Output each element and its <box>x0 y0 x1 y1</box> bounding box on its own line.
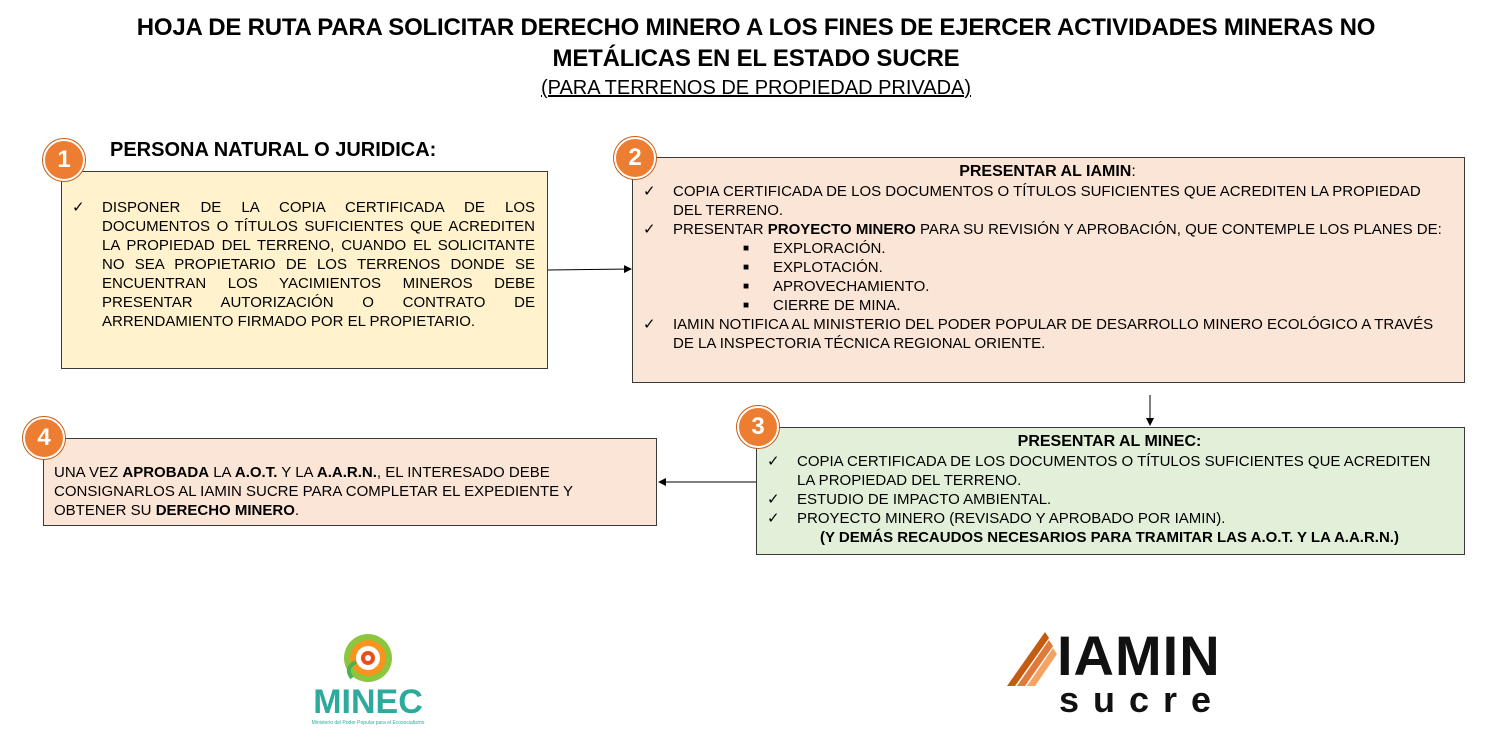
check-icon: ✓ <box>643 183 656 200</box>
step4-bold-part: A.O.T. <box>234 464 278 481</box>
mountain-stripes-icon <box>1005 628 1065 688</box>
square-bullet-icon: ■ <box>743 243 750 254</box>
step2-item3-text: IAMIN NOTIFICA AL MINISTERIO DEL PODER POPULAR DE DESARROLLO MINERO ECOLÓGICO A TRAVÉS DE LA INSPECTORIA TÉCNICA REGIONAL ORIENTE. <box>673 316 1434 352</box>
step1-box <box>61 171 548 369</box>
step2-item2-bold: PROYECTO MINERO <box>767 221 916 238</box>
step2-item <box>643 315 1452 353</box>
step3-item-text: ESTUDIO DE IMPACTO AMBIENTAL. <box>797 491 1052 508</box>
spiral-icon <box>300 628 436 690</box>
step4-text-part: Y LA <box>277 464 317 481</box>
step3-item <box>767 452 1452 490</box>
step2-heading-text: PRESENTAR AL IAMIN <box>959 163 1132 180</box>
plan-item <box>643 258 1452 277</box>
iamin-logo <box>1005 626 1237 720</box>
step1-number-badge: 1 <box>43 139 85 181</box>
minec-wordmark: MINEC <box>313 683 423 721</box>
plan-item <box>643 239 1452 258</box>
step3-item <box>767 509 1452 528</box>
step2-heading-colon: : <box>1131 163 1136 180</box>
check-icon: ✓ <box>643 316 656 333</box>
check-icon: ✓ <box>643 221 656 238</box>
step2-number-badge: 2 <box>614 137 656 179</box>
step1-item-text: DISPONER DE LA COPIA CERTIFICADA DE LOS DOCUMENTOS O TÍTULOS SUFICIENTES QUE ACREDITEN LA PROPIEDAD DEL TERRENO, CUANDO EL SOLICITANTE NO SEA PROPIETARIO DE LOS TERRENOS DONDE SE ENCUENTRAN LOS YACIMIENTOS MINEROS DEBE PRESENTAR AUTORIZACIÓN O CONTRATO DE ARRENDAMIENTO FIRMADO POR EL PROPIETARIO. <box>102 199 535 330</box>
step2-item <box>643 220 1452 239</box>
step2-item1-text: COPIA CERTIFICADA DE LOS DOCUMENTOS O TÍTULOS SUFICIENTES QUE ACREDITEN LA PROPIEDAD DEL TERRENO. <box>673 183 1421 219</box>
step4-text-part: LA <box>209 464 235 481</box>
square-bullet-icon: ■ <box>743 281 750 292</box>
plan-item-text: EXPLOTACIÓN. <box>773 259 883 276</box>
step2-box <box>632 157 1465 383</box>
step4-bold-part: APROBADA <box>122 464 210 481</box>
step2-item <box>643 182 1452 220</box>
step4-bold-part: DERECHO MINERO <box>155 502 295 519</box>
step4-text <box>54 463 644 520</box>
step4-text-part: UNA VEZ <box>54 464 123 481</box>
step3-item <box>767 490 1452 509</box>
step3-box <box>756 427 1465 555</box>
plan-item-text: EXPLORACIÓN. <box>773 240 886 257</box>
step1-label: PERSONA NATURAL O JURIDICA: <box>110 139 437 161</box>
plan-item <box>643 296 1452 315</box>
step3-item-text: PROYECTO MINERO (REVISADO Y APROBADO POR IAMIN). <box>797 510 1226 527</box>
step2-item2-text <box>673 220 1452 239</box>
plan-item-text: APROVECHAMIENTO. <box>773 278 930 295</box>
step2-item2-pre: PRESENTAR <box>673 221 768 238</box>
check-icon: ✓ <box>72 199 85 216</box>
plan-item <box>643 277 1452 296</box>
check-icon: ✓ <box>767 453 780 470</box>
step4-box <box>43 438 657 526</box>
step3-number-badge: 3 <box>737 406 779 448</box>
page-title: HOJA DE RUTA PARA SOLICITAR DERECHO MINERO A LOS FINES DE EJERCER ACTIVIDADES MINERAS NO <box>136 14 1376 41</box>
check-icon: ✓ <box>767 510 780 527</box>
arrow-icon <box>548 269 631 270</box>
square-bullet-icon: ■ <box>743 300 750 311</box>
check-icon: ✓ <box>767 491 780 508</box>
square-bullet-icon: ■ <box>743 262 750 273</box>
step4-text-part: , EL INTERESADO DEBE CONSIGNARLOS AL IAMIN SUCRE PARA COMPLETAR EL EXPEDIENTE Y OBTENER SU <box>54 464 573 519</box>
step1-item <box>72 198 535 331</box>
page-subtitle: (PARA TERRENOS DE PROPIEDAD PRIVADA) <box>540 77 972 99</box>
step4-text-part: . <box>294 502 300 519</box>
step2-heading <box>643 162 1452 182</box>
step4-bold-part: A.A.R.N. <box>316 464 377 481</box>
step2-item2-post: PARA SU REVISIÓN Y APROBACIÓN, QUE CONTEMPLE LOS PLANES DE: <box>915 221 1442 238</box>
plan-item-text: CIERRE DE MINA. <box>773 297 901 314</box>
iamin-wordmark: IAMIN <box>1057 624 1221 687</box>
step4-number-badge: 4 <box>23 417 65 459</box>
step3-heading: PRESENTAR AL MINEC: <box>1017 433 1202 450</box>
minec-tagline: Ministerio del Poder Popular para el Ecosocialismo <box>311 720 425 726</box>
page-title-line2: METÁLICAS EN EL ESTADO SUCRE <box>552 45 960 72</box>
step3-footer: (Y DEMÁS RECAUDOS NECESARIOS PARA TRAMITAR LAS A.O.T. Y LA A.A.R.N.) <box>820 529 1399 546</box>
minec-logo <box>300 628 436 728</box>
step3-item-text: COPIA CERTIFICADA DE LOS DOCUMENTOS O TÍTULOS SUFICIENTES QUE ACREDITEN LA PROPIEDAD DEL TERRENO. <box>797 453 1431 489</box>
iamin-sucre: sucre <box>1059 679 1226 720</box>
